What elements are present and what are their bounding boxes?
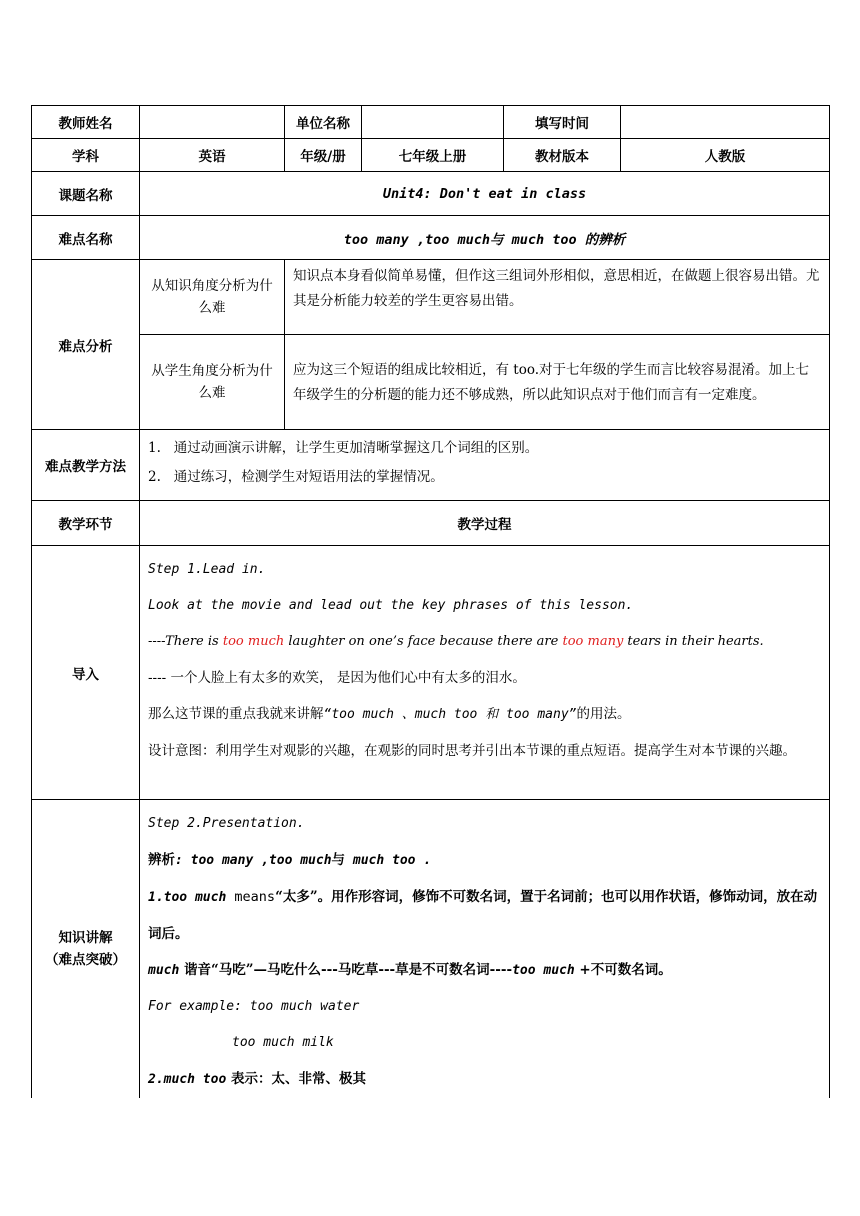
analysis-row-knowledge (32, 260, 830, 335)
lesson-plan-table (31, 105, 830, 1098)
lead-in-line-3: ---- 一个人脸上有太多的欢笑， 是因为他们心中有太多的泪水。 (148, 670, 526, 686)
method-item (148, 463, 821, 492)
grade-label: 年级/册 (285, 139, 362, 172)
student-angle-text: 应为这三个短语的组成比较相近，有 too.对于七年级的学生而言比较容易混淆。加上七年级学生的分析题的能力还不够成熟，所以此知识点对于他们而言有一定难度。 (285, 335, 830, 430)
subject-value: 英语 (140, 139, 285, 172)
lead-in-step-title: Step 1.Lead in. (148, 562, 266, 577)
highlight-too-many: too many (562, 634, 624, 649)
point-2-term: 2.much too (148, 1072, 227, 1087)
knowledge-row (32, 800, 830, 1099)
unit-value (362, 106, 504, 139)
topic-value: Unit4: Don't eat in class (140, 172, 830, 216)
method-item-number: 1. (148, 440, 161, 456)
knowledge-point-2 (140, 1061, 829, 1098)
lead-in-line-2-b: laughter on one’s face because there are (284, 634, 563, 649)
knowledge-angle-label: 从知识角度分析为什么难 (140, 260, 285, 335)
method-item-number: 2. (148, 469, 161, 485)
knowledge-angle-text: 知识点本身看似简单易懂，但作这三组词外形相似，意思相近，在做题上很容易出错。尤其是分析能力较差的学生更容易出错。 (285, 260, 830, 335)
analysis-label: 难点分析 (32, 260, 140, 430)
lead-in-line-4 (140, 696, 829, 733)
lead-in-line-4-b: “too much 、much too 和 too many” (323, 707, 577, 722)
highlight-too-much: too much (222, 634, 285, 649)
edition-value: 人教版 (621, 139, 830, 172)
lead-in-line-4-c: 的用法。 (576, 706, 631, 722)
method-label: 难点教学方法 (32, 430, 140, 501)
lead-in-line-1: Look at the movie and lead out the key phrases of this lesson. (148, 598, 634, 613)
topic-label: 课题名称 (32, 172, 140, 216)
knowledge-point-1 (140, 879, 829, 952)
stage-header: 教学环节 (32, 501, 140, 546)
difficulty-value: too many ,too much与 much too 的辨析 (140, 216, 830, 260)
header-row-1 (32, 106, 830, 139)
method-row (32, 430, 830, 501)
teacher-label: 教师姓名 (32, 106, 140, 139)
method-item-text: 通过练习，检测学生对短语用法的掌握情况。 (173, 469, 444, 485)
lesson-plan-document (31, 105, 829, 1098)
knowledge-analysis-c: 与 (331, 852, 346, 868)
mnemonic-d: +不可数名词。 (574, 962, 672, 978)
knowledge-analysis-a: 辨析 (148, 852, 175, 868)
subject-label: 学科 (32, 139, 140, 172)
process-header-row (32, 501, 830, 546)
analysis-row-student (32, 335, 830, 430)
mnemonic-a: much (148, 963, 180, 978)
lead-in-row (32, 546, 830, 800)
knowledge-mnemonic (140, 952, 829, 989)
point-1-definition: “太多”。用作形容词，修饰不可数名词，置于名词前；也可以用作状语，修饰动词，放在动词后。 (148, 889, 818, 942)
point-2-definition: 表示：太、非常、极其 (226, 1071, 366, 1087)
mnemonic-c: too much (512, 963, 575, 978)
knowledge-label-cell (32, 800, 140, 1099)
difficulty-label: 难点名称 (32, 216, 140, 260)
time-label: 填写时间 (504, 106, 621, 139)
lead-in-line-4-a: 那么这节课的重点我就来讲解 (148, 706, 324, 722)
method-item (148, 434, 821, 463)
knowledge-step-title: Step 2.Presentation. (148, 816, 305, 831)
grade-value: 七年级上册 (362, 139, 504, 172)
knowledge-example-2: too much milk (232, 1035, 334, 1050)
knowledge-label: 知识讲解 (58, 930, 113, 946)
difficulty-row (32, 216, 830, 260)
lead-in-line-2-a: ----There is (148, 634, 223, 649)
method-list (140, 430, 830, 501)
knowledge-label-sub: （难点突破） (45, 952, 126, 968)
unit-label: 单位名称 (285, 106, 362, 139)
knowledge-analysis-line (140, 842, 829, 879)
knowledge-content (140, 800, 830, 1099)
time-value (621, 106, 830, 139)
teacher-value (140, 106, 285, 139)
method-item-text: 通过动画演示讲解，让学生更加清晰掌握这几个词组的区别。 (173, 440, 539, 456)
point-1-means: means (226, 889, 276, 905)
point-1-term: 1.too much (148, 890, 227, 905)
edition-label: 教材版本 (504, 139, 621, 172)
process-header: 教学过程 (140, 501, 830, 546)
header-row-2 (32, 139, 830, 172)
knowledge-analysis-b: : too many ,too much (175, 853, 332, 868)
topic-row (32, 172, 830, 216)
lead-in-content (140, 546, 830, 800)
lead-in-label: 导入 (32, 546, 140, 800)
mnemonic-b: 谐音“马吃”—马吃什么---马吃草---草是不可数名词---- (179, 962, 513, 978)
lead-in-design-intent: 设计意图：利用学生对观影的兴趣，在观影的同时思考并引出本节课的重点短语。提高学生对本节课的兴趣。 (148, 743, 796, 759)
knowledge-example-1: For example: too much water (148, 999, 360, 1014)
knowledge-analysis-d: much too . (345, 853, 432, 868)
student-angle-label: 从学生角度分析为什么难 (140, 335, 285, 430)
lead-in-line-2 (140, 624, 829, 660)
lead-in-line-2-c: tears in their hearts. (623, 634, 764, 649)
